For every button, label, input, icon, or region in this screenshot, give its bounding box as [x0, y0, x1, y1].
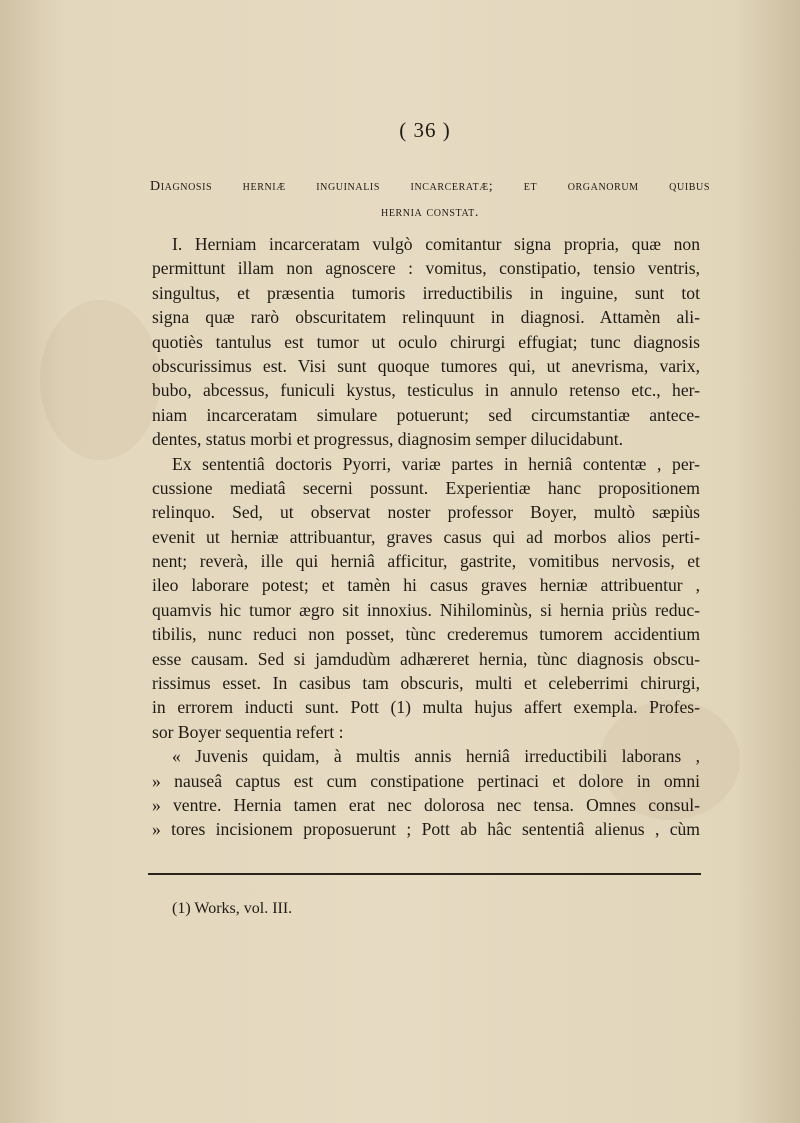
text-line: obscurissimus est. Visi sunt quoque tumores qui, ut anevrisma, varix, — [152, 355, 700, 376]
text-line: bubo, abcessus, funiculi kystus, testiculus in annulo retenso etc., her- — [152, 380, 700, 401]
text-line: tibilis, nunc reduci non posset, tùnc crederemus tumorem accidentium — [152, 624, 700, 645]
text-line: rissimus esset. In casibus tam obscuris, multi et celeberrimi chirurgi, — [152, 673, 700, 694]
text-line: Ex sententiâ doctoris Pyorri, variæ partes in herniâ contentæ , per- — [172, 453, 700, 474]
footnote-rule — [148, 873, 701, 875]
text-line: singultus, et præsentia tumoris irreductibilis in inguine, sunt tot — [152, 282, 700, 303]
text-line: cussione mediatâ secerni possunt. Experientiæ hanc propositionem — [152, 477, 700, 498]
section-heading — [150, 174, 710, 226]
text-line: sor Boyer sequentia refert : — [152, 721, 344, 742]
text-line: nent; reverà, ille qui herniâ afficitur, gastrite, vomitibus nervosis, et — [152, 551, 700, 572]
text-line: I. Herniam incarceratam vulgò comitantur signa propria, quæ non — [172, 234, 700, 254]
text-line: dentes, status morbi et progressus, diagnosim semper dilucidabunt. — [152, 429, 624, 450]
text-line: quotiès tantulus est tumor ut oculo chirurgi effugiat; tunc diagnosis — [152, 331, 700, 352]
text-line: evenit ut herniæ attribuantur, graves casus qui ad morbos alios perti- — [152, 526, 700, 547]
footnote: (1) Works, vol. III. — [172, 900, 293, 917]
text-line: in errorem inducti sunt. Pott (1) multa hujus affert exempla. Profes- — [152, 697, 700, 718]
text-line: » tores incisionem proposuerunt ; Pott ab hâc sententiâ alienus , cùm — [152, 819, 700, 840]
text-line: niam incarceratam simulare potuerunt; sed circumstantiæ antece- — [152, 404, 700, 425]
text-line: relinquo. Sed, ut observat noster professor Boyer, multò sæpiùs — [152, 502, 700, 523]
text-line: esse causam. Sed si jamdudùm adhæreret hernia, tùnc diagnosis obscu- — [152, 648, 700, 669]
text-line: signa quæ rarò obscuritatem relinquunt in diagnosi. Attamèn ali- — [152, 307, 700, 328]
text-line: » ventre. Hernia tamen erat nec dolorosa nec tensa. Omnes consul- — [152, 794, 700, 815]
body-text — [152, 232, 700, 842]
text-line: « Juvenis quidam, à multis annis herniâ irreductibili laborans , — [172, 746, 700, 767]
text-line: quamvis hic tumor ægro sit innoxius. Nihilominùs, si hernia priùs reduc- — [152, 599, 700, 620]
paper-stain — [40, 300, 160, 460]
heading-line-1: Diagnosis herniæ inguinalis incarceratæ; et organorum quibus — [150, 179, 710, 194]
text-line: » nauseâ captus est cum constipatione pertinaci et dolore in omni — [152, 770, 700, 791]
page-number: ( 36 ) — [399, 118, 451, 142]
text-line: permittunt illam non agnoscere : vomitus, constipatio, tensio ventris, — [152, 258, 700, 279]
text-line: ileo laborare potest; et tamèn hi casus graves herniæ attribuentur , — [152, 575, 700, 596]
heading-line-2: hernia constat. — [381, 205, 479, 220]
